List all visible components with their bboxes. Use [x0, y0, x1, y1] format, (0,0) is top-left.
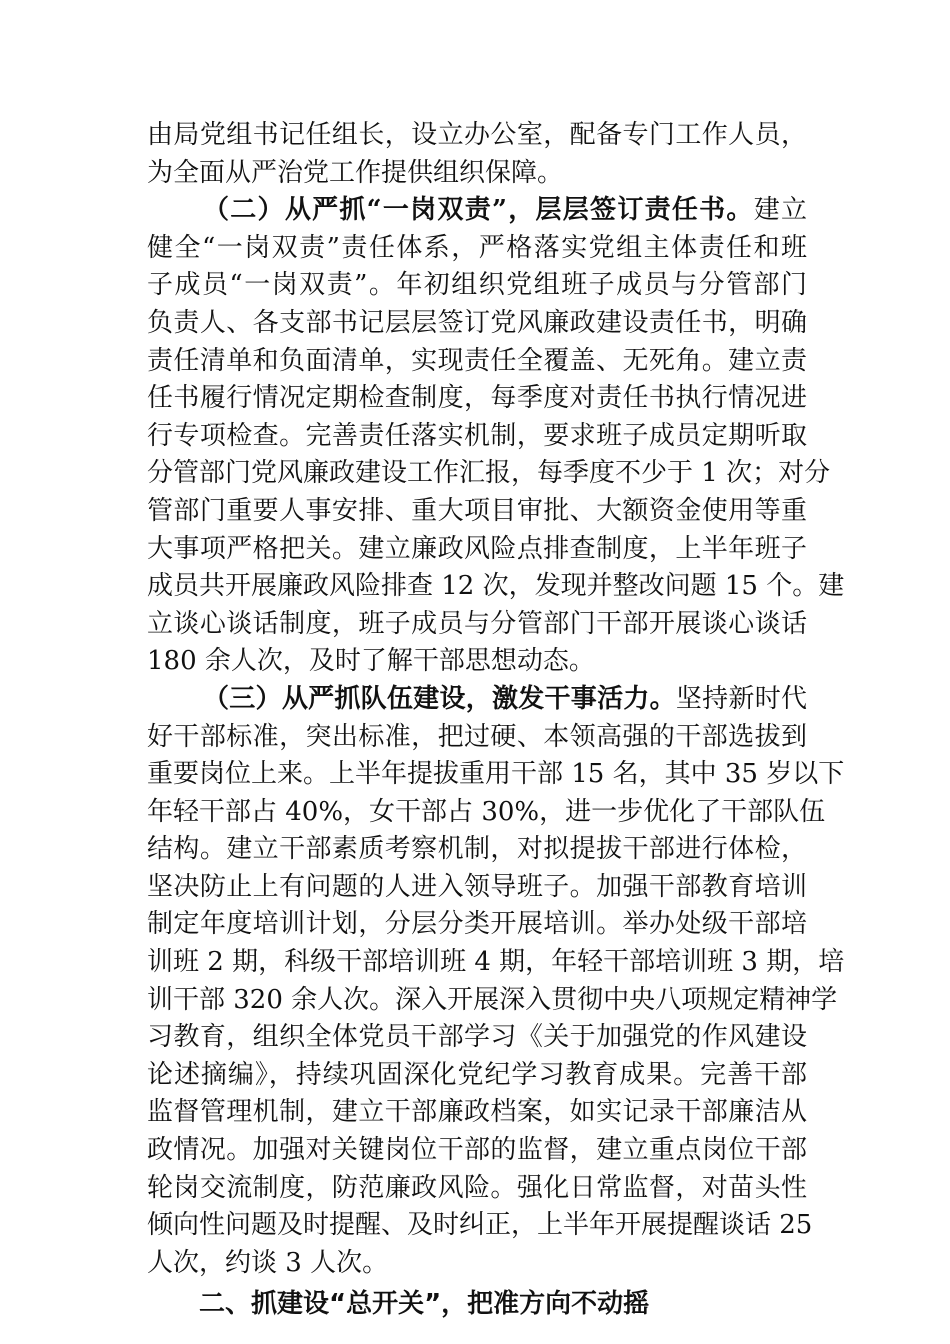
- text-line: 立谈心谈话制度，班子成员与分管部门干部开展谈心谈话: [147, 608, 807, 639]
- paragraph-subheading: （二）从严抓“一岗双责”，层层签订责任书。: [203, 195, 754, 226]
- text-line: 制定年度培训计划，分层分类开展培训。举办处级干部培: [147, 909, 807, 940]
- text-line: 为全面从严治党工作提供组织保障。: [147, 157, 564, 188]
- text-line: 习教育，组织全体党员干部学习《关于加强党的作风建设: [147, 1022, 807, 1053]
- text-line: 倾向性问题及时提醒、及时纠正，上半年开展提醒谈话 25: [147, 1210, 813, 1241]
- text-line: 政情况。加强对关键岗位干部的监督，建立重点岗位干部: [147, 1135, 807, 1166]
- text-line: 管部门重要人事安排、重大项目审批、大额资金使用等重: [147, 495, 807, 526]
- text-line: 负责人、各支部书记层层签订党风廉政建设责任书，明确: [147, 307, 807, 338]
- paragraph-lead-line: [147, 192, 807, 230]
- text-line: 责任清单和负面清单，实现责任全覆盖、无死角。建立责: [147, 345, 807, 376]
- paragraph-2: [147, 192, 845, 681]
- text-fragment: 坚持新时代: [675, 683, 807, 714]
- text-line: 行专项检查。完善责任落实机制，要求班子成员定期听取: [147, 420, 807, 451]
- text-line: 任书履行情况定期检查制度，每季度对责任书执行情况进: [147, 383, 807, 414]
- text-line: 年轻干部占 40%，女干部占 30%，进一步优化了干部队伍: [147, 796, 826, 827]
- paragraph-lead-line: [147, 681, 807, 719]
- text-line: 成员共开展廉政风险排查 12 次，发现并整改问题 15 个。建: [147, 571, 845, 602]
- text-line: 分管部门党风廉政建设工作汇报，每季度不少于 1 次；对分: [147, 458, 831, 489]
- paragraph-3: [147, 681, 845, 1283]
- paragraph-subheading: （三）从严抓队伍建设，激发干事活力。: [203, 683, 676, 714]
- text-line: 结构。建立干部素质考察机制，对拟提拔干部进行体检，: [147, 834, 807, 865]
- text-line: 坚决防止上有问题的人进入领导班子。加强干部教育培训: [147, 871, 807, 902]
- text-line: 健全“一岗双责”责任体系，严格落实党组主体责任和班: [147, 232, 807, 263]
- text-line: 180 余人次，及时了解干部思想动态。: [147, 646, 595, 677]
- text-line: 轮岗交流制度，防范廉政风险。强化日常监督，对苗头性: [147, 1172, 807, 1203]
- text-line: 好干部标准，突出标准，把过硬、本领高强的干部选拔到: [147, 721, 807, 752]
- section-heading: 二、抓建设“总开关”，把准方向不动摇: [199, 1289, 650, 1320]
- text-line: 由局党组书记任组长，设立办公室，配备专门工作人员，: [147, 120, 807, 150]
- text-line: 重要岗位上来。上半年提拔重用干部 15 名，其中 35 岁以下: [147, 759, 845, 790]
- text-line: 人次，约谈 3 人次。: [147, 1247, 389, 1278]
- text-line: 训干部 320 余人次。深入开展深入贯彻中央八项规定精神学: [147, 984, 838, 1015]
- text-fragment: 建立: [753, 195, 807, 226]
- text-line: 论述摘编》，持续巩固深化党纪学习教育成果。完善干部: [147, 1059, 807, 1090]
- text-line: 子成员“一岗双责”。年初组织党组班子成员与分管部门: [147, 270, 807, 301]
- text-line: 监督管理机制，建立干部廉政档案，如实记录干部廉洁从: [147, 1097, 807, 1128]
- document-page: [147, 117, 845, 1326]
- text-line: 大事项严格把关。建立廉政风险点排查制度，上半年班子: [147, 533, 807, 564]
- paragraph-1: [147, 117, 807, 192]
- text-line: 训班 2 期，科级干部培训班 4 期，年轻干部培训班 3 期，培: [147, 947, 845, 978]
